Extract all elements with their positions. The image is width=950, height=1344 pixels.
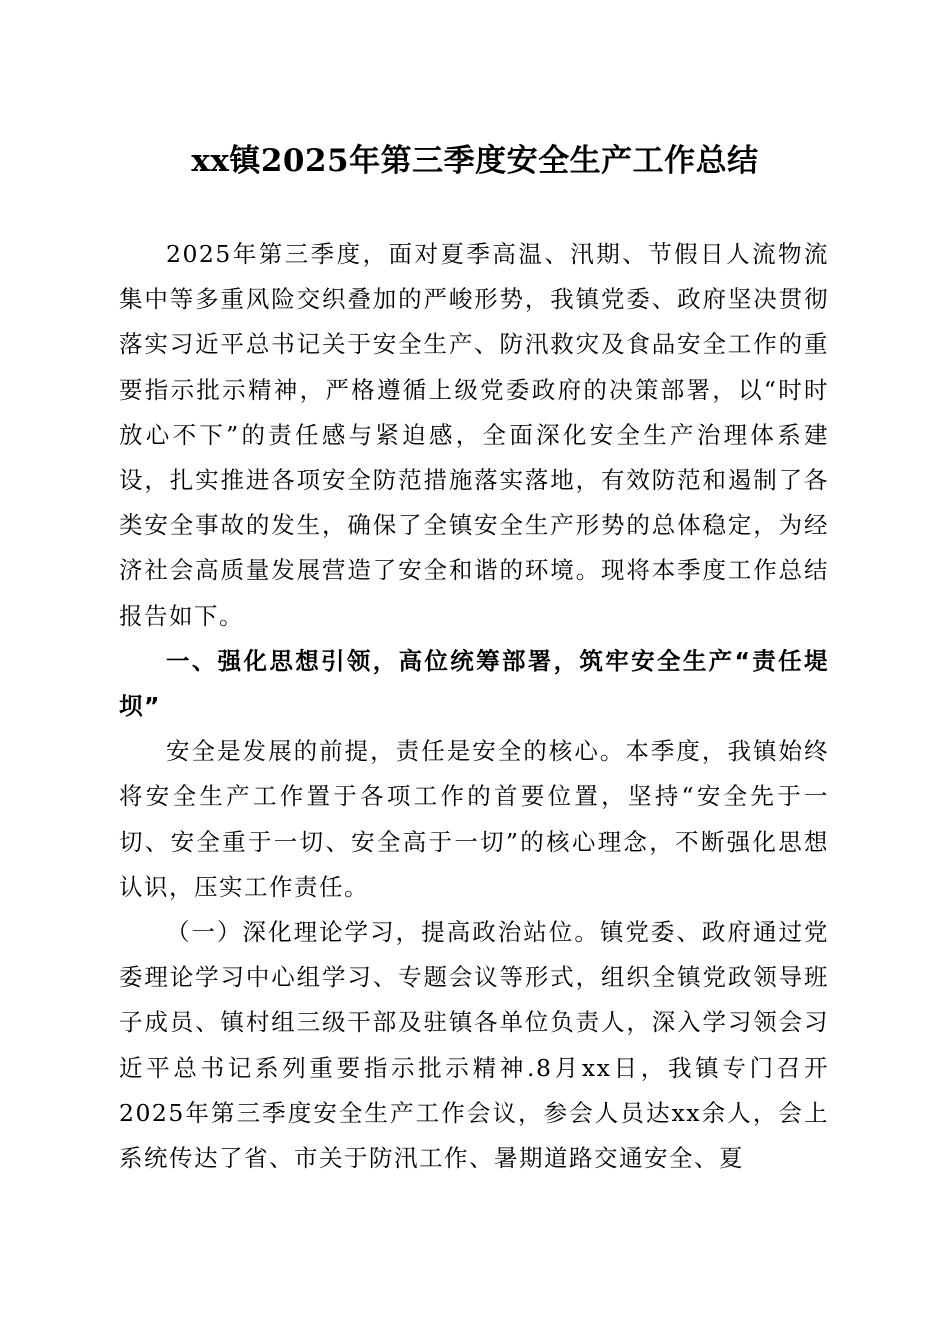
- subsection-heading: （一）深化理论学习，提高政治站位。: [166, 918, 600, 947]
- document-body: [119, 232, 829, 1181]
- document-title: xx镇2025年第三季度安全生产工作总结: [191, 143, 759, 179]
- intro-paragraph: 2025年第三季度，面对夏季高温、汛期、节假日人流物流集中等多重风险交织叠加的严峻形势，我镇党委、政府坚决贯彻落实习近平总书记关于安全生产、防汛救灾及食品安全工作的重要指示批示精神，严格遵循上级党委政府的决策部署，以“时时放心不下”的责任感与紧迫感，全面深化安全生产治理体系建设，扎实推进各项安全防范措施落实落地，有效防范和遏制了各类安全事故的发生，确保了全镇安全生产形势的总体稳定，为经济社会高质量发展营造了安全和谐的环境。现将本季度工作总结报告如下。: [119, 240, 829, 630]
- section-heading: 一、强化思想引领，高位统筹部署，筑牢安全生产“责任堤坝”: [119, 646, 829, 721]
- section-paragraph: 安全是发展的前提，责任是安全的核心。本季度，我镇始终将安全生产工作置于各项工作的首要位置，坚持“安全先于一切、安全重于一切、安全高于一切”的核心理念，不断强化思想认识，压实工作责任。: [119, 737, 829, 901]
- subsection-paragraph: [119, 910, 829, 1181]
- subsection-body: 镇党委、政府通过党委理论学习中心组学习、专题会议等形式，组织全镇党政领导班子成员、镇村组三级干部及驻镇各单位负责人，深入学习领会习近平总书记系列重要指示批示精神.8月xx日，我镇专门召开2025年第三季度安全生产工作会议，参会人员达xx余人，会上系统传达了省、市关于防汛工作、暑期道路交通安全、夏: [119, 918, 830, 1173]
